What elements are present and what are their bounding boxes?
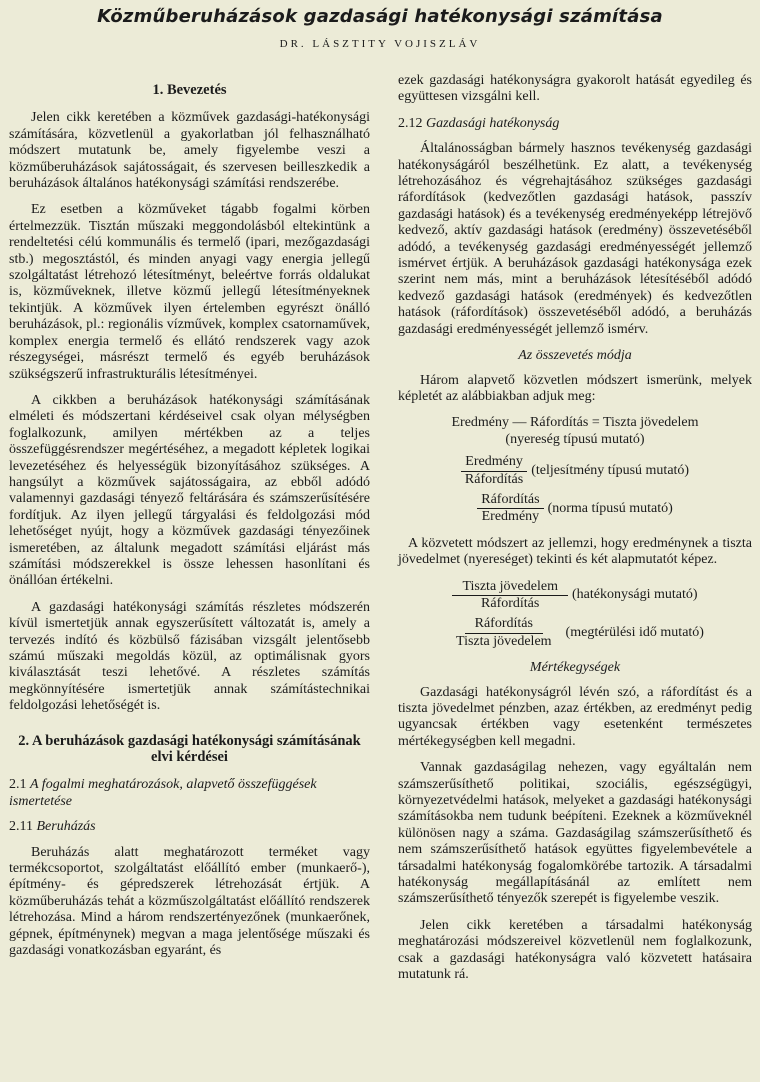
heading-comparison-method: Az összevetés módja [518, 348, 632, 364]
fraction-numerator: Tiszta jövedelem [452, 579, 568, 596]
formula-efficiency [398, 579, 752, 613]
formula-payback [398, 616, 752, 650]
section-heading-introduction: 1. Bevezetés [152, 82, 227, 98]
subsection-title: Beruházás [36, 819, 96, 835]
paragraph: Vannak gazdaságilag nehezen, vagy egyáltalán nem számszerűsíthető politikai, szociális, egészségügyi, környezetvédelmi hatások, melyeket a gazdasági hatékonysági számításokba nem tudunk beépíteni. Ezeknek a közműveknél különösen nagy a száma. Gazdaságilag számszerűsíthető és nem számszerűsíthető hatások együttes figyelembevétele a társadalmi hatékonyság fogalomkörébe tartozik. A társadalmi hatékonyság megállapításánál az említett nem számszerűsíthető tényezők szerepét is figyelembe veszik. [398, 760, 752, 907]
paragraph: Általánosságban bármely hasznos tevékenység gazdasági hatékonyságáról beszélhetünk. Ez alatt, a tevékenység létrehozásához és végrehajtásához szükséges gazdasági ráfordítások (kedvezőtlen gazdasági hatások, passzív gazdasági hatások) és a tevékenység eredményeképp létrejövő kedvező, aktív gazdasági hatások (eredmény) összevetéséből adódó, a tevékenység gazdasági eredményességét jellemző ismérvet értjük. A beruházások gazdasági hatékonysága ezek szerint nem más, mint a beruházások létesítéséből adódó kedvező gazdasági hatások (eredmények) és kedvezőtlen hatások (ráfordítások) összevetéséből adódó, a beruházás gazdasági eredményességét jellemző ismérv. [398, 141, 752, 337]
fraction-denominator: Eredmény [481, 509, 540, 525]
paragraph: A közvetett módszert az jellemzi, hogy eredménynek a tiszta jövedelmet (nyereséget) tekinti és két alapmutatót képez. [398, 535, 752, 568]
paragraph: Jelen cikk keretében a társadalmi hatékonyság meghatározási módszereivel közvetlenül nem foglalkozunk, csak a gazdasági hatékonyságra való közvetett hatásaira mutatunk rá. [398, 917, 752, 983]
fraction-numerator: Ráfordítás [465, 616, 543, 633]
subsection-number: 2.11 [9, 819, 33, 835]
right-column [398, 73, 752, 994]
formula-note: (hatékonysági mutató) [571, 587, 698, 603]
formula-note: (teljesítmény típusú mutató) [531, 462, 690, 478]
subsection-number: 2.12 [398, 115, 423, 131]
left-column [9, 72, 370, 970]
paragraph: A gazdasági hatékonysági számítás részletes módszerén kívül ismertetjük annak egyszerűsített változatát is, amely a tervezés indító és közbülső fázisában vizsgált jelentősebb számú műszaki megoldás közül, az optimálisnak gyors kiválasztását teszi lehetővé. A részletes számítás megkönnyítésére ismertetjük annak számítástechnikai feldolgozási lehetőségét is. [9, 599, 370, 714]
formula-note: (norma típusú mutató) [547, 500, 673, 516]
fraction [446, 616, 562, 650]
fraction-denominator: Ráfordítás [464, 471, 524, 487]
fraction-denominator: Ráfordítás [481, 595, 540, 611]
subsection-heading-2-11 [9, 819, 370, 835]
equation-net-income: Eredmény — Ráfordítás = Tiszta jövedelem [451, 415, 699, 431]
heading-units: Mértékegységek [529, 660, 621, 676]
paragraph: Ez esetben a közműveket tágabb fogalmi körben értelmezzük. Tisztán műszaki meggondolásból eltekintünk a rendeltetési célú kommunális és termelő (ipari, mezőgazdasági stb.) megosztástól, és minden anyagi vagy energia jellegű szolgáltatást létrehozó létesítményt, beleértve forrás oldalukat is, közműveknek, illetve közmű jellegű létesítményeknek tekintjük. A közművek ilyen értelemben egyrészt önálló beruházások, pl.: regionális vízművek, komplex csatornaművek, komplex energia termelő és ellátó rendszerek vagy azok részegységei, másrészt termelő és egyéb beruházások szükségszerű infrastrukturális létesítményei. [9, 202, 370, 382]
subsection-title: A fogalmi meghatározások, alapvető összefüggések ismertetése [9, 777, 317, 809]
fraction [461, 454, 527, 488]
paragraph: A cikkben a beruházások hatékonysági számításának elméleti és módszertani kérdéseivel csak olyan mélységben foglalkozunk, amilyen mértékben az a teljes összefüggésrendszer megértéséhez, a megadott képletek logikai levezetéséhez és helyességük bizonyításához szükséges. A hangsúlyt a közművek sajátosságaira, az ebből adódó valamennyi gazdasági tényező feltárására és számszerűsítésére fordítjuk. Az ilyen jellegű tárgyalási és feldolgozási mód lehetőséget nyújt, hogy a közművek gazdasági tényezőinek ismeretében, az általunk megadott számítási eljárást más számítási módszerekkel is össze lehessen hasonlítani és önállóan értékelni. [9, 392, 370, 589]
formula-performance [398, 454, 752, 488]
subsection-heading-2-1 [9, 777, 370, 810]
paragraph: Gazdasági hatékonyságról lévén szó, a ráfordítást és a tiszta jövedelmet pénzben, azaz értékben, az eredményt pedig ugyancsak értékben vagy esetenként természetes mértékegységben kell megadni. [398, 684, 752, 749]
article-author: DR. LÁSZTITY VOJISZLÁV [279, 38, 481, 50]
paragraph: Jelen cikk keretében a közművek gazdasági-hatékonysági számítására, közvetlenül a gyakorlatban jól felhasználható módszert mutatunk be, amely figyelembe veszi a közműberuházások sajátosságait, és szervesen beilleszkedik a beruházások általános hatékonysági számítási rendszerébe. [9, 110, 370, 192]
equation-note: (nyereség típusú mutató) [505, 431, 645, 447]
fraction-numerator: Eredmény [461, 454, 527, 471]
formula-norm [398, 492, 752, 526]
subsection-number: 2.1 [9, 777, 27, 793]
paragraph: ezek gazdasági hatékonyságra gyakorolt hatását egyedileg és együttesen vizsgálni kell. [398, 73, 752, 105]
section-heading-principles: 2. A beruházások gazdasági hatékonysági számításának elvi kérdései [18, 732, 361, 766]
subsection-title: Gazdasági hatékonyság [426, 115, 560, 131]
fraction [452, 579, 568, 613]
fraction [477, 492, 543, 526]
formula-note: (megtérülési idő mutató) [565, 625, 704, 641]
paragraph: Három alapvető közvetlen módszert ismerünk, melyek képletét az alábbiakban adjuk meg: [398, 372, 752, 404]
article-title: Közműberuházások gazdasági hatékonysági számítása [97, 6, 663, 27]
paragraph: Beruházás alatt meghatározott terméket vagy termékcsoportot, szolgáltatást előállító ember (munkaerő-), építmény- és gépredszerek létrehozását értjük. A közműberuházás tehát a közműszolgáltatást előállító rendszerek létrehozása. Mind a három rendszertényezőnek (munkaerőnek, gépnek, építménynek) megvan a maga jelentősége műszaki és gazdasági vonatkozásban egyaránt, és [9, 844, 370, 959]
subsection-heading-2-12 [398, 116, 752, 132]
fraction-denominator: Tiszta jövedelem [456, 633, 552, 649]
fraction-numerator: Ráfordítás [477, 492, 543, 509]
